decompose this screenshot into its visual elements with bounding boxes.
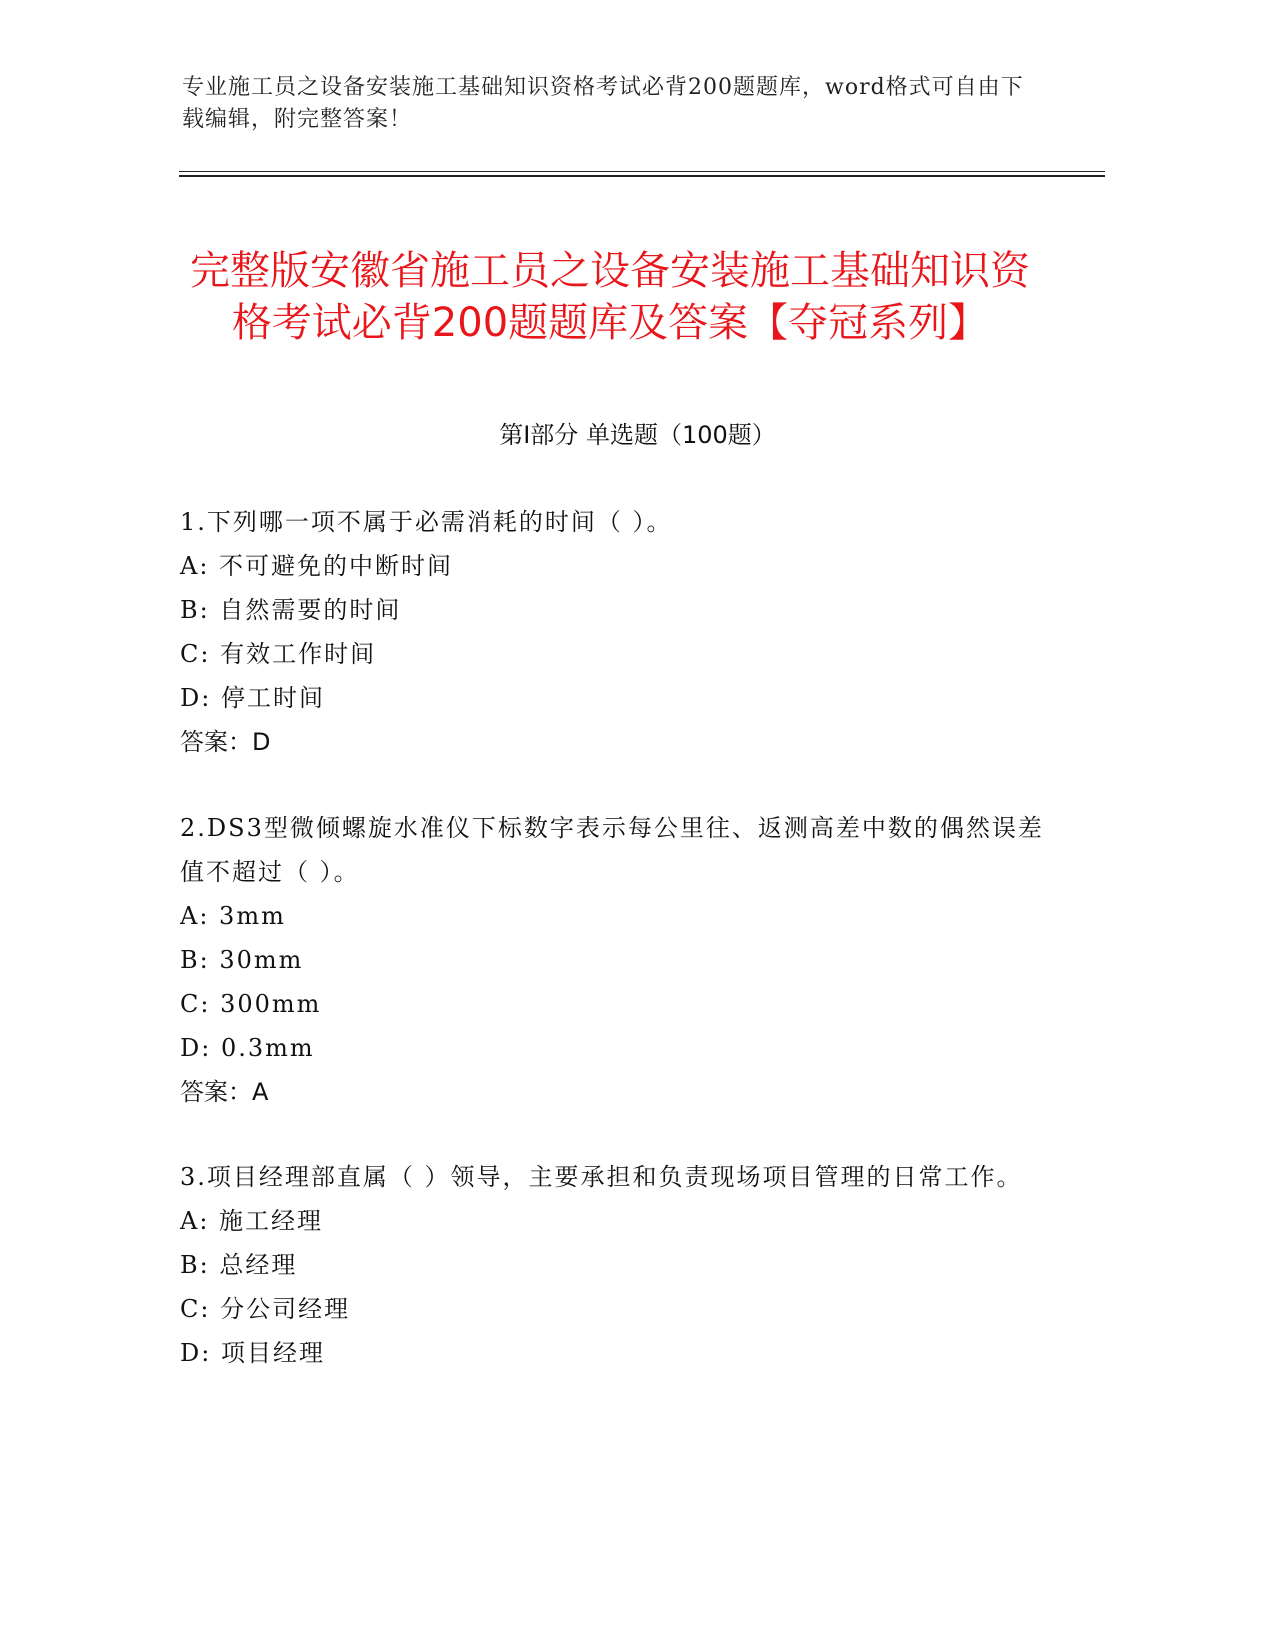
option-b: B: 自然需要的时间 [180, 596, 402, 624]
option-c: C: 有效工作时间 [180, 640, 377, 668]
question-stem: 1.下列哪一项不属于必需消耗的时间（ ）。 [180, 508, 673, 536]
question-stem: 3.项目经理部直属（ ）领导，主要承担和负责现场项目管理的日常工作。 [180, 1163, 1023, 1191]
section-title: 第I部分 单选题（100题） [499, 421, 776, 449]
option-c: C: 300mm [180, 990, 322, 1018]
header-divider-thin [179, 171, 1105, 172]
header-divider-thick [179, 175, 1105, 177]
answer: 答案：A [180, 1078, 269, 1106]
question-3 [180, 1155, 1050, 1375]
option-b: B: 30mm [180, 946, 304, 974]
question-stem: 2.DS3型微倾螺旋水准仪下标数字表示每公里往、返测高差中数的偶然误差值不超过（ ）。 [180, 814, 1044, 886]
option-a: A: 不可避免的中断时间 [180, 552, 454, 580]
option-a: A: 3mm [180, 902, 286, 930]
option-b: B: 总经理 [180, 1251, 298, 1279]
option-d: D: 0.3mm [180, 1034, 315, 1062]
option-d: D: 停工时间 [180, 684, 325, 712]
option-d: D: 项目经理 [180, 1339, 325, 1367]
document-title: 完整版安徽省施工员之设备安装施工基础知识资格考试必背200题题库及答案【夺冠系列】 [190, 247, 1030, 346]
answer: 答案：D [180, 728, 271, 756]
question-2 [180, 806, 1050, 1114]
option-c: C: 分公司经理 [180, 1295, 351, 1323]
question-1 [180, 500, 1050, 764]
option-a: A: 施工经理 [180, 1207, 324, 1235]
header-note: 专业施工员之设备安装施工基础知识资格考试必背200题题库，word格式可自由下载编辑，附完整答案！ [182, 75, 1024, 132]
